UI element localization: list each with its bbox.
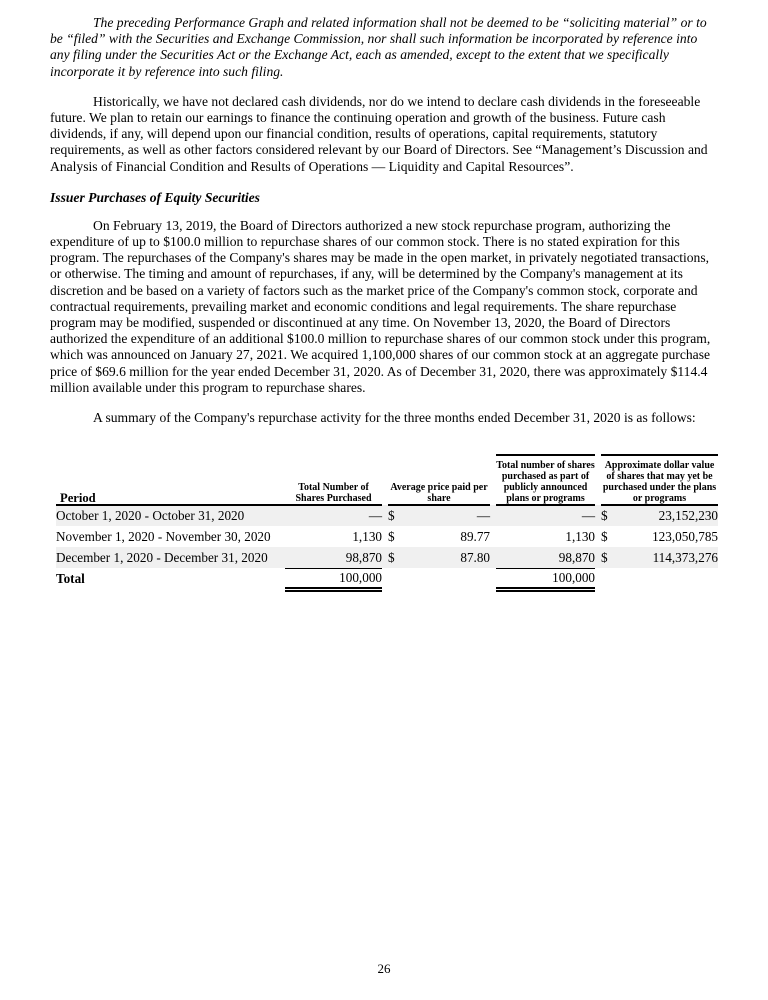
cell-currency: $	[388, 528, 395, 544]
cell-plan-shares: 98,870	[496, 547, 595, 568]
legal-notice-paragraph: The preceding Performance Graph and related information shall not be deemed to be “soliciting material” or to be “filed” with the Securities and Exchange Commission, nor shall such information be incorporated by reference into any filing under the Securities Act or the Exchange Act, each as amended, except to the extent that we specifically incorporate it by reference into such filing.	[50, 15, 707, 79]
cell-currency: $	[601, 549, 608, 565]
column-header-period: Period	[56, 455, 285, 505]
table-row-december	[56, 547, 718, 568]
cell-dollar-value: 114,373,276	[652, 549, 719, 565]
cell-currency: $	[601, 508, 608, 524]
page-number: 26	[377, 961, 391, 976]
cell-plan-shares: 1,130	[565, 528, 596, 544]
cell-plan-shares: —	[581, 508, 596, 524]
table-row-total	[56, 568, 718, 589]
table-row-october	[56, 505, 718, 526]
cell-total-label: Total	[56, 570, 85, 586]
cell-empty	[404, 568, 490, 589]
column-header-dollar-value: Approximate dollar value of shares that may yet be purchased under the plans or programs	[601, 455, 718, 505]
section-heading: Issuer Purchases of Equity Securities	[50, 189, 260, 205]
cell-total-shares: —	[368, 508, 382, 524]
cell-avg-price: 89.77	[460, 528, 491, 544]
cell-currency: $	[388, 549, 395, 565]
column-header-total-shares: Total Number of Shares Purchased	[285, 455, 382, 505]
column-header-plan-shares: Total number of shares purchased as part of publicly announced plans or programs	[496, 455, 595, 505]
cell-period: November 1, 2020 - November 30, 2020	[56, 528, 271, 544]
repurchase-program-paragraph: On February 13, 2019, the Board of Directors authorized a new stock repurchase program, authorizing the expenditure of up to $100.0 million to repurchase shares of our common stock. There is no stated expiration for this program. The repurchases of the Company's shares may be made in the open market, in privately negotiated transactions, or otherwise. The timing and amount of repurchases, if any, will be determined by the Company's management at its discretion and be based on a variety of factors such as the market price of the Company's common stock, corporate and contractual requirements, prevailing market and economic conditions and legal requirements. The share repurchase program may be modified, suspended or discontinued at any time. On November 13, 2020, the Board of Directors authorized the expenditure of an additional $100.0 million to repurchase shares of our common stock under this program, which was announced on January 27, 2021. We acquired 1,100,000 shares of our common stock at an aggregate purchase price of $69.6 million for the year ended December 31, 2020. As of December 31, 2020, there was approximately $114.4 million available under this program to repurchase shares.	[50, 217, 711, 395]
cell-empty	[388, 568, 404, 589]
cell-total-shares: 1,130	[352, 528, 382, 544]
cell-avg-price: —	[476, 508, 491, 524]
cell-empty	[601, 568, 617, 589]
repurchase-activity-table	[56, 454, 718, 592]
cell-plan-shares: 100,000	[496, 568, 595, 589]
cell-dollar-value: 123,050,785	[652, 528, 719, 544]
table-header-row	[56, 455, 718, 505]
cell-total-shares: 98,870	[285, 547, 382, 568]
dividends-paragraph: Historically, we have not declared cash dividends, nor do we intend to declare cash dividends in the foreseeable future. We plan to retain our earnings to finance the continuing operation and growth of the business. Future cash dividends, if any, will depend upon our financial condition, results of operations, capital requirements, statutory requirements, as well as other factors considered relevant by our Board of Directors. See “Management’s Discussion and Analysis of Financial Condition and Results of Operations — Liquidity and Capital Resources”.	[50, 93, 708, 174]
cell-period: December 1, 2020 - December 31, 2020	[56, 549, 268, 565]
cell-currency: $	[601, 528, 608, 544]
cell-period: October 1, 2020 - October 31, 2020	[56, 508, 245, 524]
cell-avg-price: 87.80	[460, 549, 491, 565]
cell-total-shares: 100,000	[285, 568, 382, 589]
cell-empty	[617, 568, 718, 589]
cell-currency: $	[388, 508, 395, 524]
cell-dollar-value: 23,152,230	[658, 508, 719, 524]
summary-intro-paragraph: A summary of the Company's repurchase activity for the three months ended December 31, 2020 is as follows:	[93, 410, 696, 426]
table-row-november	[56, 526, 718, 547]
column-header-avg-price: Average price paid per share	[388, 455, 490, 505]
